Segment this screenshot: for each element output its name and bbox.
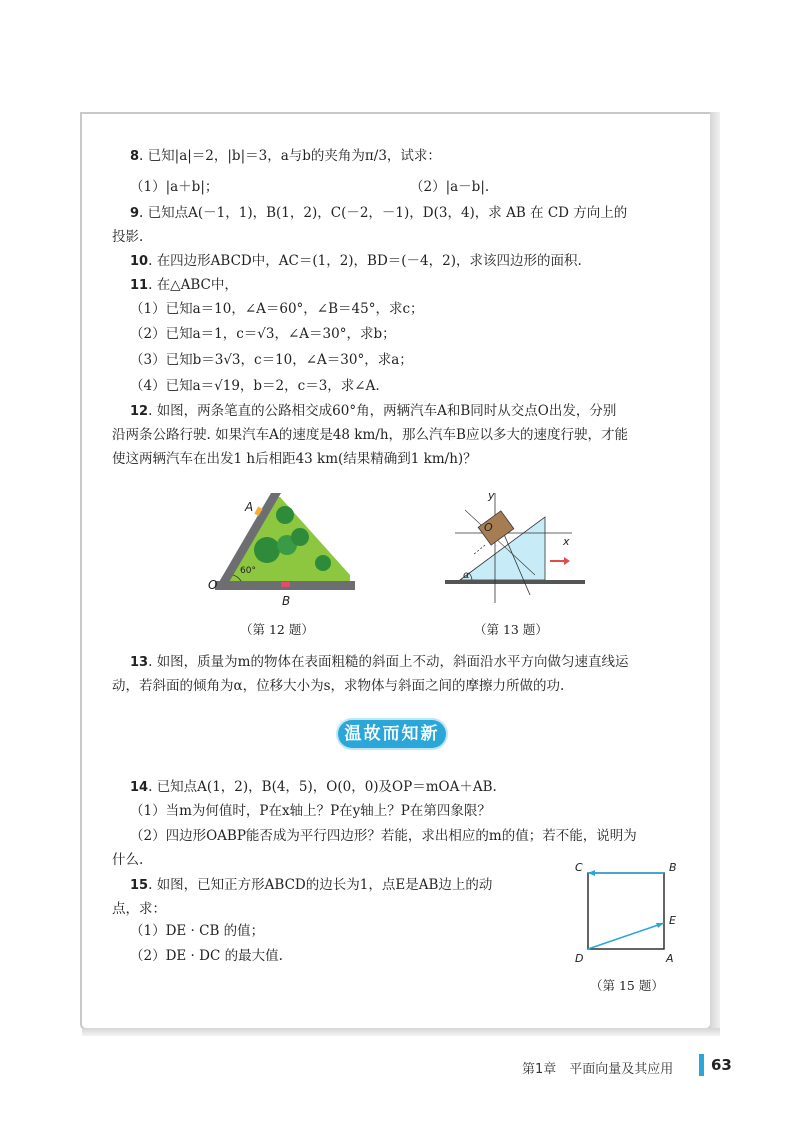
problem-12-line3: 使这两辆汽车在出发1 h后相距43 km(结果精确到1 km/h)？ — [112, 451, 477, 467]
problem-text: 在四边形ABCD中，AC＝(1，2)，BD＝(－4，2)，求该四边形的面积. — [156, 253, 582, 269]
figure-12 — [205, 485, 355, 610]
label-d: D — [575, 952, 584, 965]
problem-text: 已知点A(－1，1)，B(1，2)，C(－2，－1)，D(3，4)，求 AB 在 CD 方向上的 — [147, 205, 628, 221]
angle-label: 60° — [240, 566, 256, 576]
problem-11-sub4: （4）已知a＝√19，b＝2，c＝3，求∠A. — [130, 378, 380, 394]
problem-number: 11 — [130, 278, 149, 293]
tree — [315, 555, 331, 571]
problem-12: 12. 如图，两条笔直的公路相交成60°角，两辆汽车A和B同时从交点O出发，分别 — [130, 403, 617, 419]
problem-text: 已知|a|＝2，|b|＝3，a与b的夹角为π/3，试求： — [147, 148, 441, 164]
car-b — [281, 582, 290, 587]
problem-10: 10. 在四边形ABCD中，AC＝(1，2)，BD＝(－4，2)，求该四边形的面积. — [130, 253, 582, 269]
problem-number: 9 — [130, 206, 140, 221]
problem-14: 14. 已知点A(1，2)，B(4，5)，O(0，0)及OP＝mOA＋AB. — [130, 779, 497, 795]
problem-15: 15. 如图，已知正方形ABCD的边长为1，点E是AB边上的动 — [130, 877, 493, 893]
label-c: C — [575, 861, 583, 874]
problem-13-line2: 动，若斜面的倾角为α，位移大小为s，求物体与斜面之间的摩擦力所做的功. — [112, 678, 565, 694]
label-o: O — [208, 578, 218, 592]
label-b: B — [282, 594, 291, 608]
square — [588, 873, 664, 949]
frame-shadow-bottom — [82, 1028, 720, 1036]
problem-11-sub3: （3）已知b＝3√3，c＝10，∠A＝30°，求a； — [130, 352, 413, 368]
problem-11-sub2: （2）已知a＝1，c＝√3，∠A＝30°，求b； — [130, 326, 396, 342]
vector-de — [588, 923, 664, 949]
problem-text: 如图，质量为m的物体在表面粗糙的斜面上不动，斜面沿水平方向做匀速直线运 — [156, 654, 629, 670]
label-b: B — [669, 861, 677, 874]
problem-15-sub2: （2）DE · DC 的最大值. — [130, 948, 283, 964]
problem-text: 如图，已知正方形ABCD的边长为1，点E是AB边上的动 — [156, 877, 493, 893]
section-title: 温故而知新 — [338, 720, 446, 748]
figure-13-caption: （第 13 题） — [474, 622, 548, 637]
label-alpha: α — [463, 570, 470, 581]
frame-shadow-right — [710, 112, 720, 1028]
problem-12-line2: 沿两条公路行驶. 如果汽车A的速度是48 km/h，那么汽车B应以多大的速度行驶，才能 — [112, 427, 628, 443]
page-number: 63 — [711, 1056, 732, 1074]
problem-14-sub1: （1）当m为何值时，P在x轴上？P在y轴上？P在第四象限？ — [130, 803, 491, 819]
problem-8-sub2: （2）|a－b|. — [410, 179, 490, 195]
tree — [291, 528, 309, 546]
label-o: O — [484, 521, 493, 534]
problem-9: 9. 已知点A(－1，1)，B(1，2)，C(－2，－1)，D(3，4)，求 AB 在 CD 方向上的 — [130, 205, 628, 221]
arrow-head — [588, 870, 595, 876]
label-a: A — [245, 500, 254, 514]
problem-14-sub2b: 什么. — [112, 852, 144, 868]
problem-8: 8. 已知|a|＝2，|b|＝3，a与b的夹角为π/3，试求： — [130, 148, 441, 164]
problem-14-sub2: （2）四边形OABP能否成为平行四边形？若能，求出相应的m的值；若不能，说明为 — [130, 828, 637, 844]
footer-accent-bar — [699, 1054, 704, 1076]
problem-text: 在△ABC中， — [156, 277, 238, 293]
motion-arrow — [550, 557, 570, 565]
label-x: x — [563, 535, 570, 548]
label-e: E — [669, 914, 676, 927]
tree — [254, 537, 280, 563]
problem-8-sub1: （1）|a＋b|； — [130, 179, 219, 195]
friction-arrow — [473, 545, 485, 555]
label-y: y — [488, 489, 495, 502]
problem-11-sub1: （1）已知a＝10，∠A＝60°，∠B＝45°，求c； — [130, 301, 424, 317]
problem-number: 13 — [130, 655, 149, 670]
problem-number: 14 — [130, 780, 149, 795]
problem-15-sub1: （1）DE · CB 的值； — [130, 923, 265, 939]
tree — [276, 506, 294, 524]
problem-number: 15 — [130, 878, 149, 893]
label-a: A — [666, 952, 674, 965]
problem-text: 已知点A(1，2)，B(4，5)，O(0，0)及OP＝mOA＋AB. — [156, 779, 497, 795]
problem-15-line2: 点，求： — [112, 901, 166, 917]
problem-13: 13. 如图，质量为m的物体在表面粗糙的斜面上不动，斜面沿水平方向做匀速直线运 — [130, 654, 629, 670]
problem-11: 11. 在△ABC中， — [130, 277, 238, 293]
problem-number: 12 — [130, 404, 149, 419]
figure-15 — [570, 858, 690, 968]
figure-12-caption: （第 12 题） — [240, 622, 314, 637]
problem-9-line2: 投影. — [112, 229, 144, 245]
problem-number: 8 — [130, 149, 140, 164]
figure-15-caption: （第 15 题） — [590, 978, 664, 993]
problem-number: 10 — [130, 254, 149, 269]
figure-13 — [440, 485, 590, 605]
problem-text: 如图，两条笔直的公路相交成60°角，两辆汽车A和B同时从交点O出发，分别 — [156, 403, 617, 419]
chapter-title: 第1章 平面向量及其应用 — [522, 1062, 674, 1077]
arrow-head — [656, 923, 664, 928]
